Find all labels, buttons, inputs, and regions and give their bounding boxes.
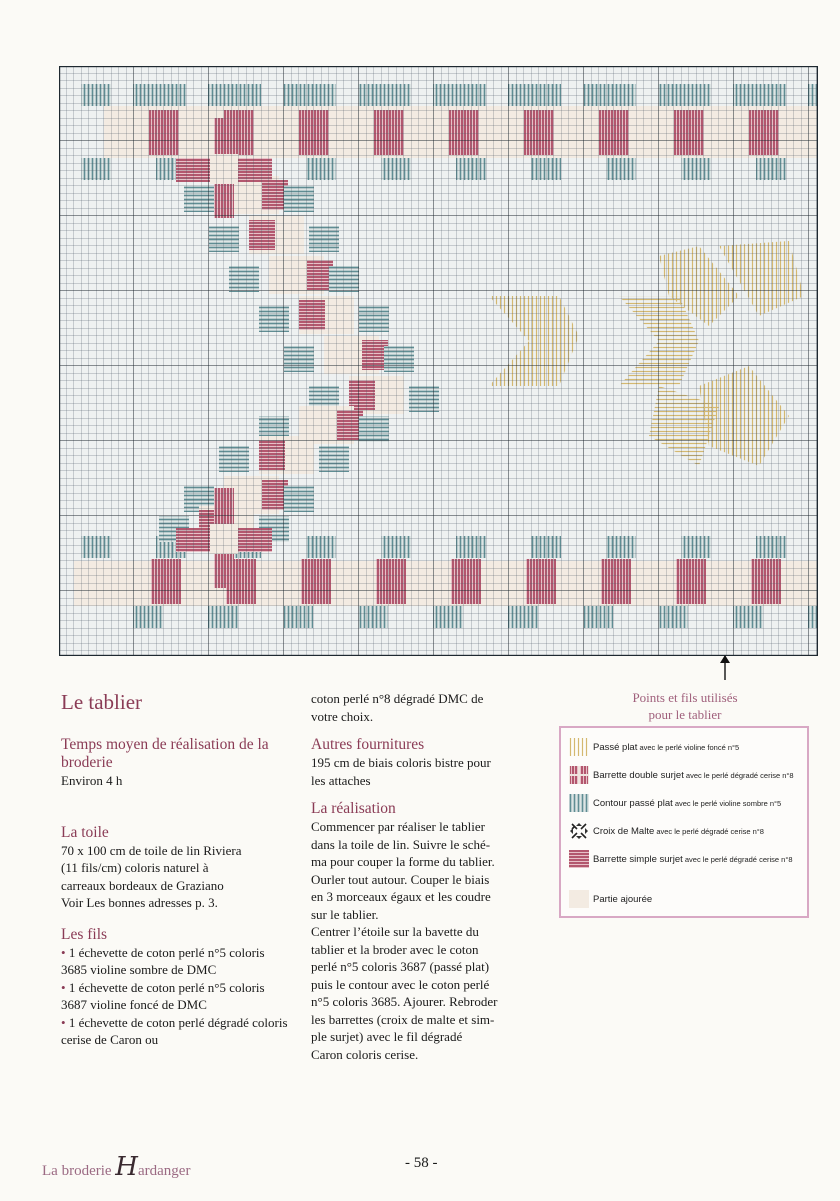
page-number: - 58 - xyxy=(405,1155,438,1171)
outline-satin-swatch-icon xyxy=(569,794,589,812)
embroidery-chart xyxy=(59,66,818,656)
list-item: • 1 échevette de coton perlé n°5 coloris 3685 violine sombre de DMC xyxy=(61,944,293,979)
continued-line: coton perlé n°8 dégradé DMC de xyxy=(311,691,484,706)
supplies-heading: Autres fournitures xyxy=(311,736,425,753)
fabric-line: 70 x 100 cm de toile de lin Riviera xyxy=(61,842,242,858)
footer-title: La broderie Hardanger xyxy=(42,1152,191,1182)
threads-list xyxy=(61,944,293,1049)
legend-item: Barrette double surjet avec le perlé dégradé cerise n°8 xyxy=(569,766,794,784)
instruction-line: ma pour couper la forme du tablier. xyxy=(311,854,495,869)
double-bar-swatch-icon xyxy=(569,766,589,784)
fabric-heading: La toile xyxy=(61,823,109,841)
legend-title: Points et fils utilisés pour le tablier xyxy=(632,690,738,722)
instruction-line: Commencer par réaliser le tablier xyxy=(311,819,485,834)
legend-item: Contour passé plat avec le perlé violine sombre n°5 xyxy=(569,794,781,812)
instruction-line: n°5 coloris 3685. Ajourer. Rebroder xyxy=(311,994,498,1009)
instruction-line: puis le contour avec le coton perlé xyxy=(311,976,490,992)
page-title: Le tablier xyxy=(61,690,143,714)
instruction-line: en 3 morceaux égaux et les coudre xyxy=(311,889,491,904)
cutwork-swatch-icon xyxy=(569,890,589,908)
threads-heading: Les fils xyxy=(61,925,108,943)
time-heading: Temps moyen de réalisation de la broderie xyxy=(61,736,269,771)
instructions-heading: La réalisation xyxy=(311,800,396,817)
instruction-line: sur le tablier. xyxy=(311,906,379,922)
continued-line: votre choix. xyxy=(311,708,374,724)
instruction-line: Caron coloris cerise. xyxy=(311,1046,419,1062)
legend-item: Croix de Malte avec le perlé dégradé cerise n°8 xyxy=(569,822,764,840)
instruction-line: Centrer l’étoile sur la bavette du xyxy=(311,924,479,939)
single-bar-swatch-icon xyxy=(569,850,589,868)
satin-stitch-swatch-icon xyxy=(569,738,589,756)
legend-item: Partie ajourée xyxy=(569,890,652,908)
column-middle xyxy=(311,690,541,1063)
instruction-line: ple surjet) avec le fil dégradé xyxy=(311,1029,463,1044)
legend-item: Barrette simple surjet avec le perlé dégradé cerise n°8 xyxy=(569,850,793,868)
column-left xyxy=(61,690,293,1049)
maltese-cross-swatch-icon xyxy=(569,822,589,840)
legend-item: Passé plat avec le perlé violine foncé n°5 xyxy=(569,738,739,756)
fabric-line: carreaux bordeaux de Graziano xyxy=(61,877,224,893)
arrow-up-icon xyxy=(718,654,732,680)
supplies-line: les attaches xyxy=(311,772,371,788)
fabric-line: Voir Les bonnes adresses p. 3. xyxy=(61,895,218,910)
instruction-line: perlé n°5 coloris 3687 (passé plat) xyxy=(311,959,490,974)
supplies-line: 195 cm de biais coloris bistre pour xyxy=(311,755,491,770)
instruction-line: dans la toile de lin. Suivre le sché- xyxy=(311,836,491,852)
instruction-line: les barrettes (croix de malte et sim- xyxy=(311,1011,495,1027)
fabric-line: (11 fils/cm) coloris naturel à xyxy=(61,860,209,875)
list-item: • 1 échevette de coton perlé dégradé coloris cerise de Caron ou xyxy=(61,1014,293,1049)
instruction-line: tablier et la broder avec le coton xyxy=(311,941,479,957)
legend-box xyxy=(559,726,809,918)
list-item: • 1 échevette de coton perlé n°5 coloris 3687 violine foncé de DMC xyxy=(61,979,293,1014)
instruction-line: Ourler tout autour. Couper le biais xyxy=(311,871,490,887)
time-value: Environ 4 h xyxy=(61,773,123,788)
